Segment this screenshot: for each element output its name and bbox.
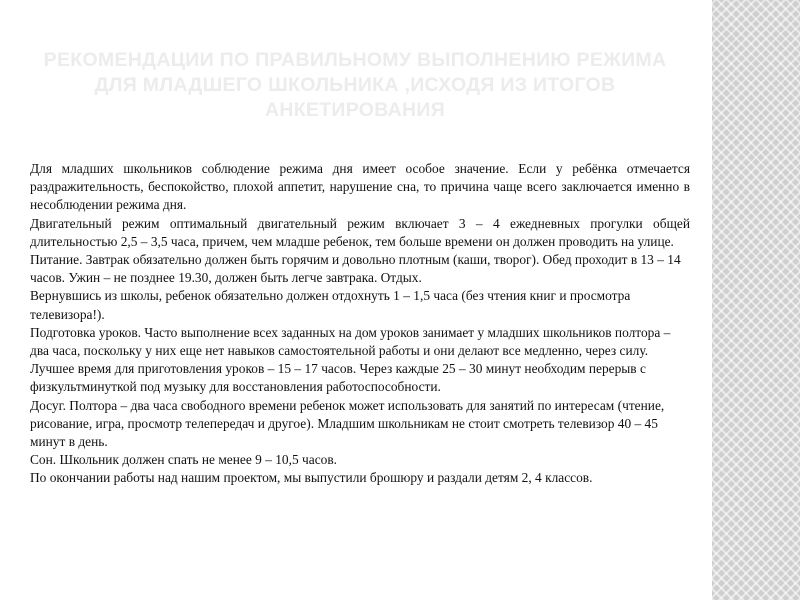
paragraph-rest: Вернувшись из школы, ребенок обязательно должен отдохнуть 1 – 1,5 часа (без чтения книг и просмотра телевизора!). <box>30 288 631 322</box>
decorative-side-pattern <box>712 0 800 600</box>
paragraph-nutrition: Питание. Завтрак обязательно должен быть горячим и довольно плотным (каши, творог). Обед проходит в 13 – 14 часов. Ужин – не позднее 19.30, должен быть легче завтрака. Отдых. <box>30 252 681 286</box>
paragraph-motor-regime: Двигательный режим оптимальный двигательный режим включает 3 – 4 ежедневных прогулки общей длительностью 2,5 – 3,5 часа, причем, чем младше ребенок, тем больше времени он должен проводить на улице. <box>30 215 690 249</box>
paragraph-leisure: Досуг. Полтора – два часа свободного времени ребенок может использовать для занятий по интересам (чтение, рисование, игра, просмотр телепередач и другое). Младшим школьникам не стоит смотреть телевизор 40 – 45 минут в день. <box>30 397 665 450</box>
paragraph-conclusion: По окончании работы над нашим проектом, мы выпустили брошюру и раздали детям 2, 4 классов. <box>30 470 593 486</box>
paragraph-sleep: Сон. Школьник должен спать не менее 9 – 10,5 часов. <box>30 452 338 468</box>
paragraph-homework: Подготовка уроков. Часто выполнение всех заданных на дом уроков занимает у младших школьников полтора – два часа, поскольку у них еще нет навыков самостоятельной работы и они делают все медленно, через силу. Лучшее время для приготовления уроков – 15 – 17 часов. Через каждые 25 – 30 минут необходим перерыв с физкультминуткой под музыку для восстановления работоспособности. <box>30 324 671 395</box>
slide-body <box>30 160 690 488</box>
slide-title: РЕКОМЕНДАЦИИ ПО ПРАВИЛЬНОМУ ВЫПОЛНЕНИЮ РЕЖИМА ДЛЯ МЛАДШЕГО ШКОЛЬНИКА ,ИСХОДЯ ИЗ ИТОГОВ АНКЕТИРОВАНИЯ <box>43 49 667 121</box>
paragraph-intro: Для младших школьников соблюдение режима дня имеет особое значение. Если у ребёнка отмечается раздражительность, беспокойство, плохой аппетит, нарушение сна, то причина чаще всего заключается именно в несоблюдении режима дня. <box>30 161 690 213</box>
